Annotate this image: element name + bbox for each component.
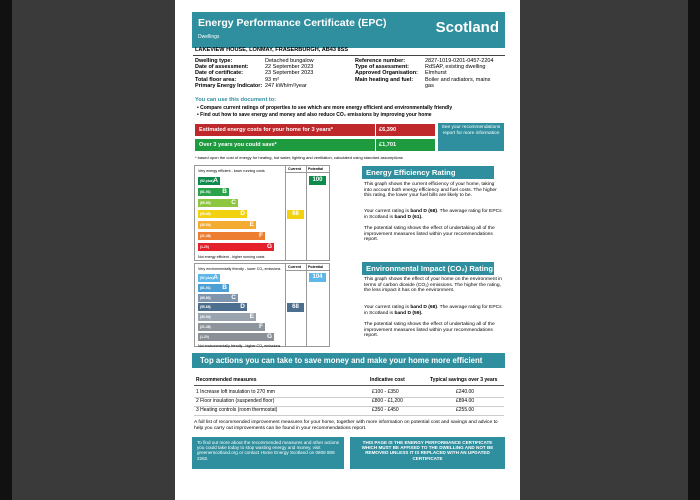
row-measure: 2 Floor insulation (suspended floor) [196,398,275,404]
band-letter: C [231,293,236,301]
bullet-2: • Find out how to save energy and money and also reduce CO₂ emissions by improving your home [197,112,432,118]
cost-footnote: * based upon the cost of energy for heating, hot water, lighting and ventilation, calculated using standard assumptions [195,155,403,160]
bullet-1-text: Compare current ratings of properties to see which are more energy efficient and environmentally friendly [200,105,453,111]
details_left-value: 93 m² [265,76,280,83]
band-letter: F [259,323,263,330]
ei-para-2 [364,305,502,316]
band-range: (21-38) [200,325,211,329]
cost-divider [375,124,376,151]
details_right-value: Boiler and radiators, mains [425,76,491,83]
band-range: (81-91) [200,190,211,194]
band-letter: B [222,188,227,195]
potential-rating-pointer: 100 [309,176,326,185]
band-letter: C [231,199,236,206]
details_left-value: Detached bungalow [265,58,314,64]
band-letter: F [259,232,263,239]
th-cost: Indicative cost [370,377,405,383]
ee-section-title: Energy Efficiency Rating [362,166,494,179]
chart-col-line [285,264,286,346]
th-savings: Typical savings over 3 years [430,377,498,383]
ei-para-1: This graph shows the effect of your home on the environment in terms of carbon dioxide (CO₂) emissions. The higher the rating, the less impact it has on the environment. [364,277,503,294]
header-title: Energy Performance Certificate (EPC) [198,17,387,29]
ei-p2b: band D (68) [410,305,437,310]
band-letter: E [249,221,254,228]
ee-para-1: This graph shows the current efficiency of your home, taking into account both energy efficiency and fuel costs. The higher this rating, the lower your fuel bills are likely to be. [364,182,497,199]
header-subtitle: Dwellings [198,34,220,40]
row-divider [194,415,504,416]
band-letter: G [266,243,272,250]
table-divider [194,385,504,386]
property-address: LAKEVIEW HOUSE, LONMAY, FRASERBURGH, AB43 8SS [195,47,349,53]
details_right-key: Reference number: [355,58,406,64]
details_right-value: gas [425,82,434,89]
band-range: (92 plus) [200,276,214,280]
band-range: (69-80) [200,201,211,205]
band-e [198,221,256,229]
band-letter: G [266,332,272,340]
row-measure: 1 Increase loft insulation to 270 mm [196,389,275,395]
top-actions-bar: Top actions you can take to save money and make your home more efficient [192,353,505,368]
details_left-value: 22 September 2023 [265,64,314,71]
current-label: Current [288,265,301,269]
chart-bottom-hint: Not environmentally friendly - higher CO₂ emissions [198,343,281,348]
details_left-key: Date of certificate: [195,70,243,77]
cost-saving-label: Over 3 years you could save* [199,142,277,148]
cost-row-estimate [195,124,435,136]
ee-p2d: band D (61). [394,214,423,220]
band-range: (81-91) [200,285,211,290]
details_left-key: Total floor area: [195,76,237,83]
band-g [198,333,274,341]
header-country: Scotland [435,19,499,36]
band-range: (1-20) [200,334,209,339]
chart-header-line [285,270,329,271]
cost-estimate-label: Estimated energy costs for your home for 3 years* [199,127,333,133]
details_right-value: 2827-1019-0201-0457-2204 [425,58,494,64]
band-letter: D [240,303,245,311]
viewer-right-edge [688,0,700,500]
divider [193,55,505,56]
row-measure: 3 Heating controls (room thermostat) [196,407,278,413]
energy-efficiency-chart [194,165,330,261]
use-doc-heading: You can use this document to: [195,97,277,103]
potential-label: Potential [308,265,324,269]
environmental-impact-chart [194,263,330,347]
band-c [198,294,238,302]
chart-col-line [306,264,307,346]
band-d [198,210,247,218]
ee-para-2 [364,209,502,220]
th-measures: Recommended measures [196,377,257,383]
ei-para-3: The potential rating shows the effect of undertaking all of the improvement measures listed within your recommendations report. [364,322,495,339]
cost-saving-amount: £1,701 [379,142,397,148]
row-saving: £240.00 [456,389,475,395]
footer-advice-box: To find out more about the recommended measures and other actions you could take today to stop wasting energy and money, visit greenerscotland.org or contact Home Energy Scotland on 0808 808 2282. [192,437,344,469]
band-range: (21-38) [200,234,211,238]
band-a [198,177,220,185]
epc-header [192,12,505,48]
row-saving: £255.00 [456,407,475,413]
details-left [195,58,345,90]
ei-p2a: Your current rating is [364,305,411,310]
band-letter: D [240,210,245,217]
current-rating-pointer: 68 [287,210,304,219]
row-cost: £350 - £450 [372,407,399,413]
band-range: (69-80) [200,295,211,300]
full-list-text: A full list of recommended improvement measures for your home, together with more information on potential cost and savings and advice to help you carry out improvements can be found in your recommendations report. [194,420,498,431]
potential-rating-pointer: 104 [309,273,326,282]
row-cost: £800 - £1,200 [372,398,403,404]
details_left-value: 23 September 2023 [265,70,314,77]
chart-col-line [306,166,307,260]
bullet-2-text: Find out how to save energy and money and also reduce CO₂ emissions by improving your home [200,112,432,118]
band-range: (39-54) [200,315,211,320]
ee-para-3: The potential rating shows the effect of undertaking all of the improvement measures listed within your recommendations report. [364,226,495,243]
band-range: (55-68) [200,305,211,310]
ee-p2b: band D (68) [410,209,437,214]
band-range: (1-20) [200,245,209,249]
ee-p2c: . The average rating for EPCs in Scotland is [364,209,502,220]
chart-top-hint: Very energy efficient - lower running costs [198,169,265,173]
chart-bottom-hint: Not energy efficient - higher running costs [198,255,265,259]
details_left-key: Primary Energy Indicator: [195,82,263,89]
band-a [198,274,220,282]
ee-p2a: Your current rating is [364,209,411,214]
band-letter: B [222,283,227,291]
chart-col-line [285,166,286,260]
details_right-key: Main heating and fuel: [355,76,414,83]
details_right-key: Approved Organisation: [355,70,418,77]
footer-certificate-notice: THIS PAGE IS THE ENERGY PERFORMANCE CERTIFICATE WHICH MUST BE AFFIXED TO THE DWELLING AND NOT BE REMOVED UNLESS IT IS REPLACED WITH AN UPDATED CERTIFICATE [350,437,505,469]
band-b [198,188,229,196]
cost-estimate-amount: £6,390 [379,127,397,133]
current-label: Current [288,167,301,171]
ei-p2c: . The average rating for EPCs in Scotland is [364,305,502,316]
details_right-value: RdSAP, existing dwelling [425,64,486,71]
band-range: (55-68) [200,212,211,216]
cost-row-saving [195,139,435,151]
chart-header-line [285,172,329,173]
details_left-key: Dwelling type: [195,58,233,64]
band-range: (39-54) [200,223,211,227]
row-saving: £894.00 [456,398,475,404]
band-c [198,199,238,207]
ei-p2d: band D (59). [394,310,423,316]
band-e [198,313,256,321]
details_left-key: Date of assessment: [195,64,249,71]
bullet-1: • Compare current ratings of properties to see which are more energy efficient and environmentally friendly [197,105,453,111]
band-letter: A [213,177,218,184]
band-letter: E [249,313,254,321]
potential-label: Potential [308,167,324,171]
band-f [198,232,265,240]
row-cost: £100 - £350 [372,389,399,395]
band-b [198,284,229,292]
band-range: (92 plus) [200,179,214,183]
ei-section-title: Environmental Impact (CO₂) Rating [362,262,494,275]
details_right-key: Type of assessment: [355,64,410,71]
band-f [198,323,265,331]
details_right-value: Elmhurst [425,70,447,77]
chart-top-hint: Very environmentally friendly - lower CO₂ emissions [198,267,281,271]
band-g [198,243,274,251]
viewer-left-edge [0,0,12,500]
details_left-value: 247 kWh/m²/year [265,82,307,89]
current-rating-pointer: 68 [287,303,304,312]
band-d [198,303,247,311]
see-recommendations-box: See your recommendations report for more information [438,123,504,151]
details-right [355,58,505,90]
band-letter: A [213,274,218,281]
